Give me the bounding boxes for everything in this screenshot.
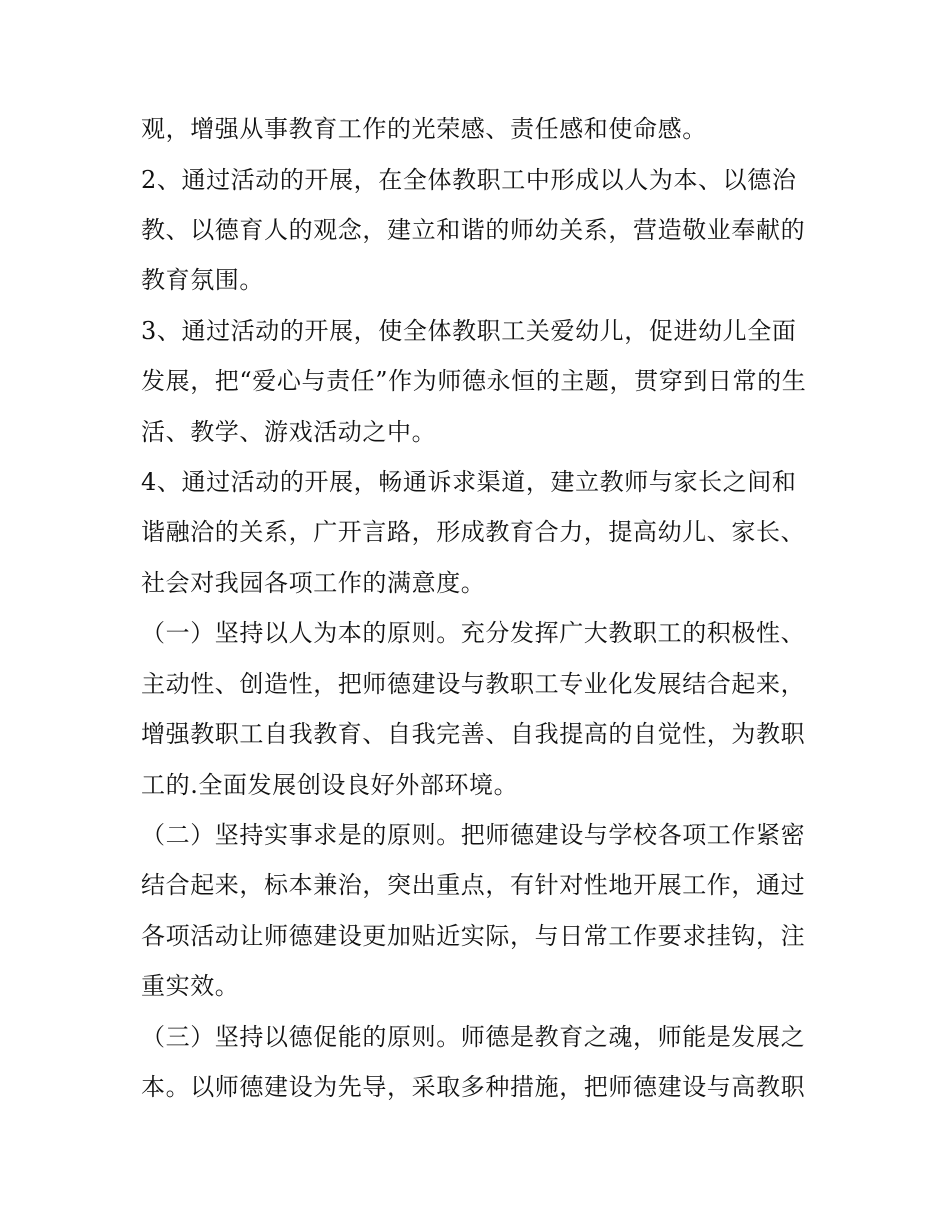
text-line: 增强教职工自我教育、自我完善、自我提高的自觉性，为教职 bbox=[141, 720, 806, 748]
text-line: 发展，把“爱心与责任”作为师德永恒的主题，贯穿到日常的生 bbox=[141, 367, 807, 395]
text-line: （一）坚持以人为本的原则。充分发挥广大教职工的积极性、 bbox=[141, 619, 806, 647]
text-line: 4、通过活动的开展，畅通诉求渠道，建立教师与家长之间和 bbox=[141, 468, 797, 496]
text-line: （二）坚持实事求是的原则。把师德建设与学校各项工作紧密 bbox=[141, 821, 806, 849]
text-line: 社会对我园各项工作的满意度。 bbox=[141, 569, 486, 597]
text-line: 教、以德育人的观念，建立和谐的师幼关系，营造敬业奉献的 bbox=[141, 216, 806, 244]
text-line: 观，增强从事教育工作的光荣感、责任感和使命感。 bbox=[141, 115, 707, 143]
text-line: 主动性、创造性，把师德建设与教职工专业化发展结合起来， bbox=[141, 670, 806, 698]
text-line: 谐融洽的关系，广开言路，形成教育合力，提高幼儿、家长、 bbox=[141, 518, 806, 546]
text-line: 教育氛围。 bbox=[141, 266, 264, 294]
text-line: 工的.全面发展创设良好外部环境。 bbox=[141, 771, 519, 799]
text-line: 活、教学、游戏活动之中。 bbox=[141, 418, 437, 446]
text-line: 各项活动让师德建设更加贴近实际，与日常工作要求挂钩，注 bbox=[141, 922, 806, 950]
text-line: （三）坚持以德促能的原则。师德是教育之魂，师能是发展之 bbox=[141, 1023, 806, 1051]
text-line: 重实效。 bbox=[141, 972, 240, 1000]
text-line: 2、通过活动的开展，在全体教职工中形成以人为本、以德治 bbox=[141, 166, 797, 194]
text-line: 本。以师德建设为先导，采取多种措施，把师德建设与高教职 bbox=[141, 1073, 806, 1101]
text-line: 结合起来，标本兼治，突出重点，有针对性地开展工作，通过 bbox=[141, 871, 806, 899]
text-line: 3、通过活动的开展，使全体教职工关爱幼儿，促进幼儿全面 bbox=[141, 317, 797, 345]
